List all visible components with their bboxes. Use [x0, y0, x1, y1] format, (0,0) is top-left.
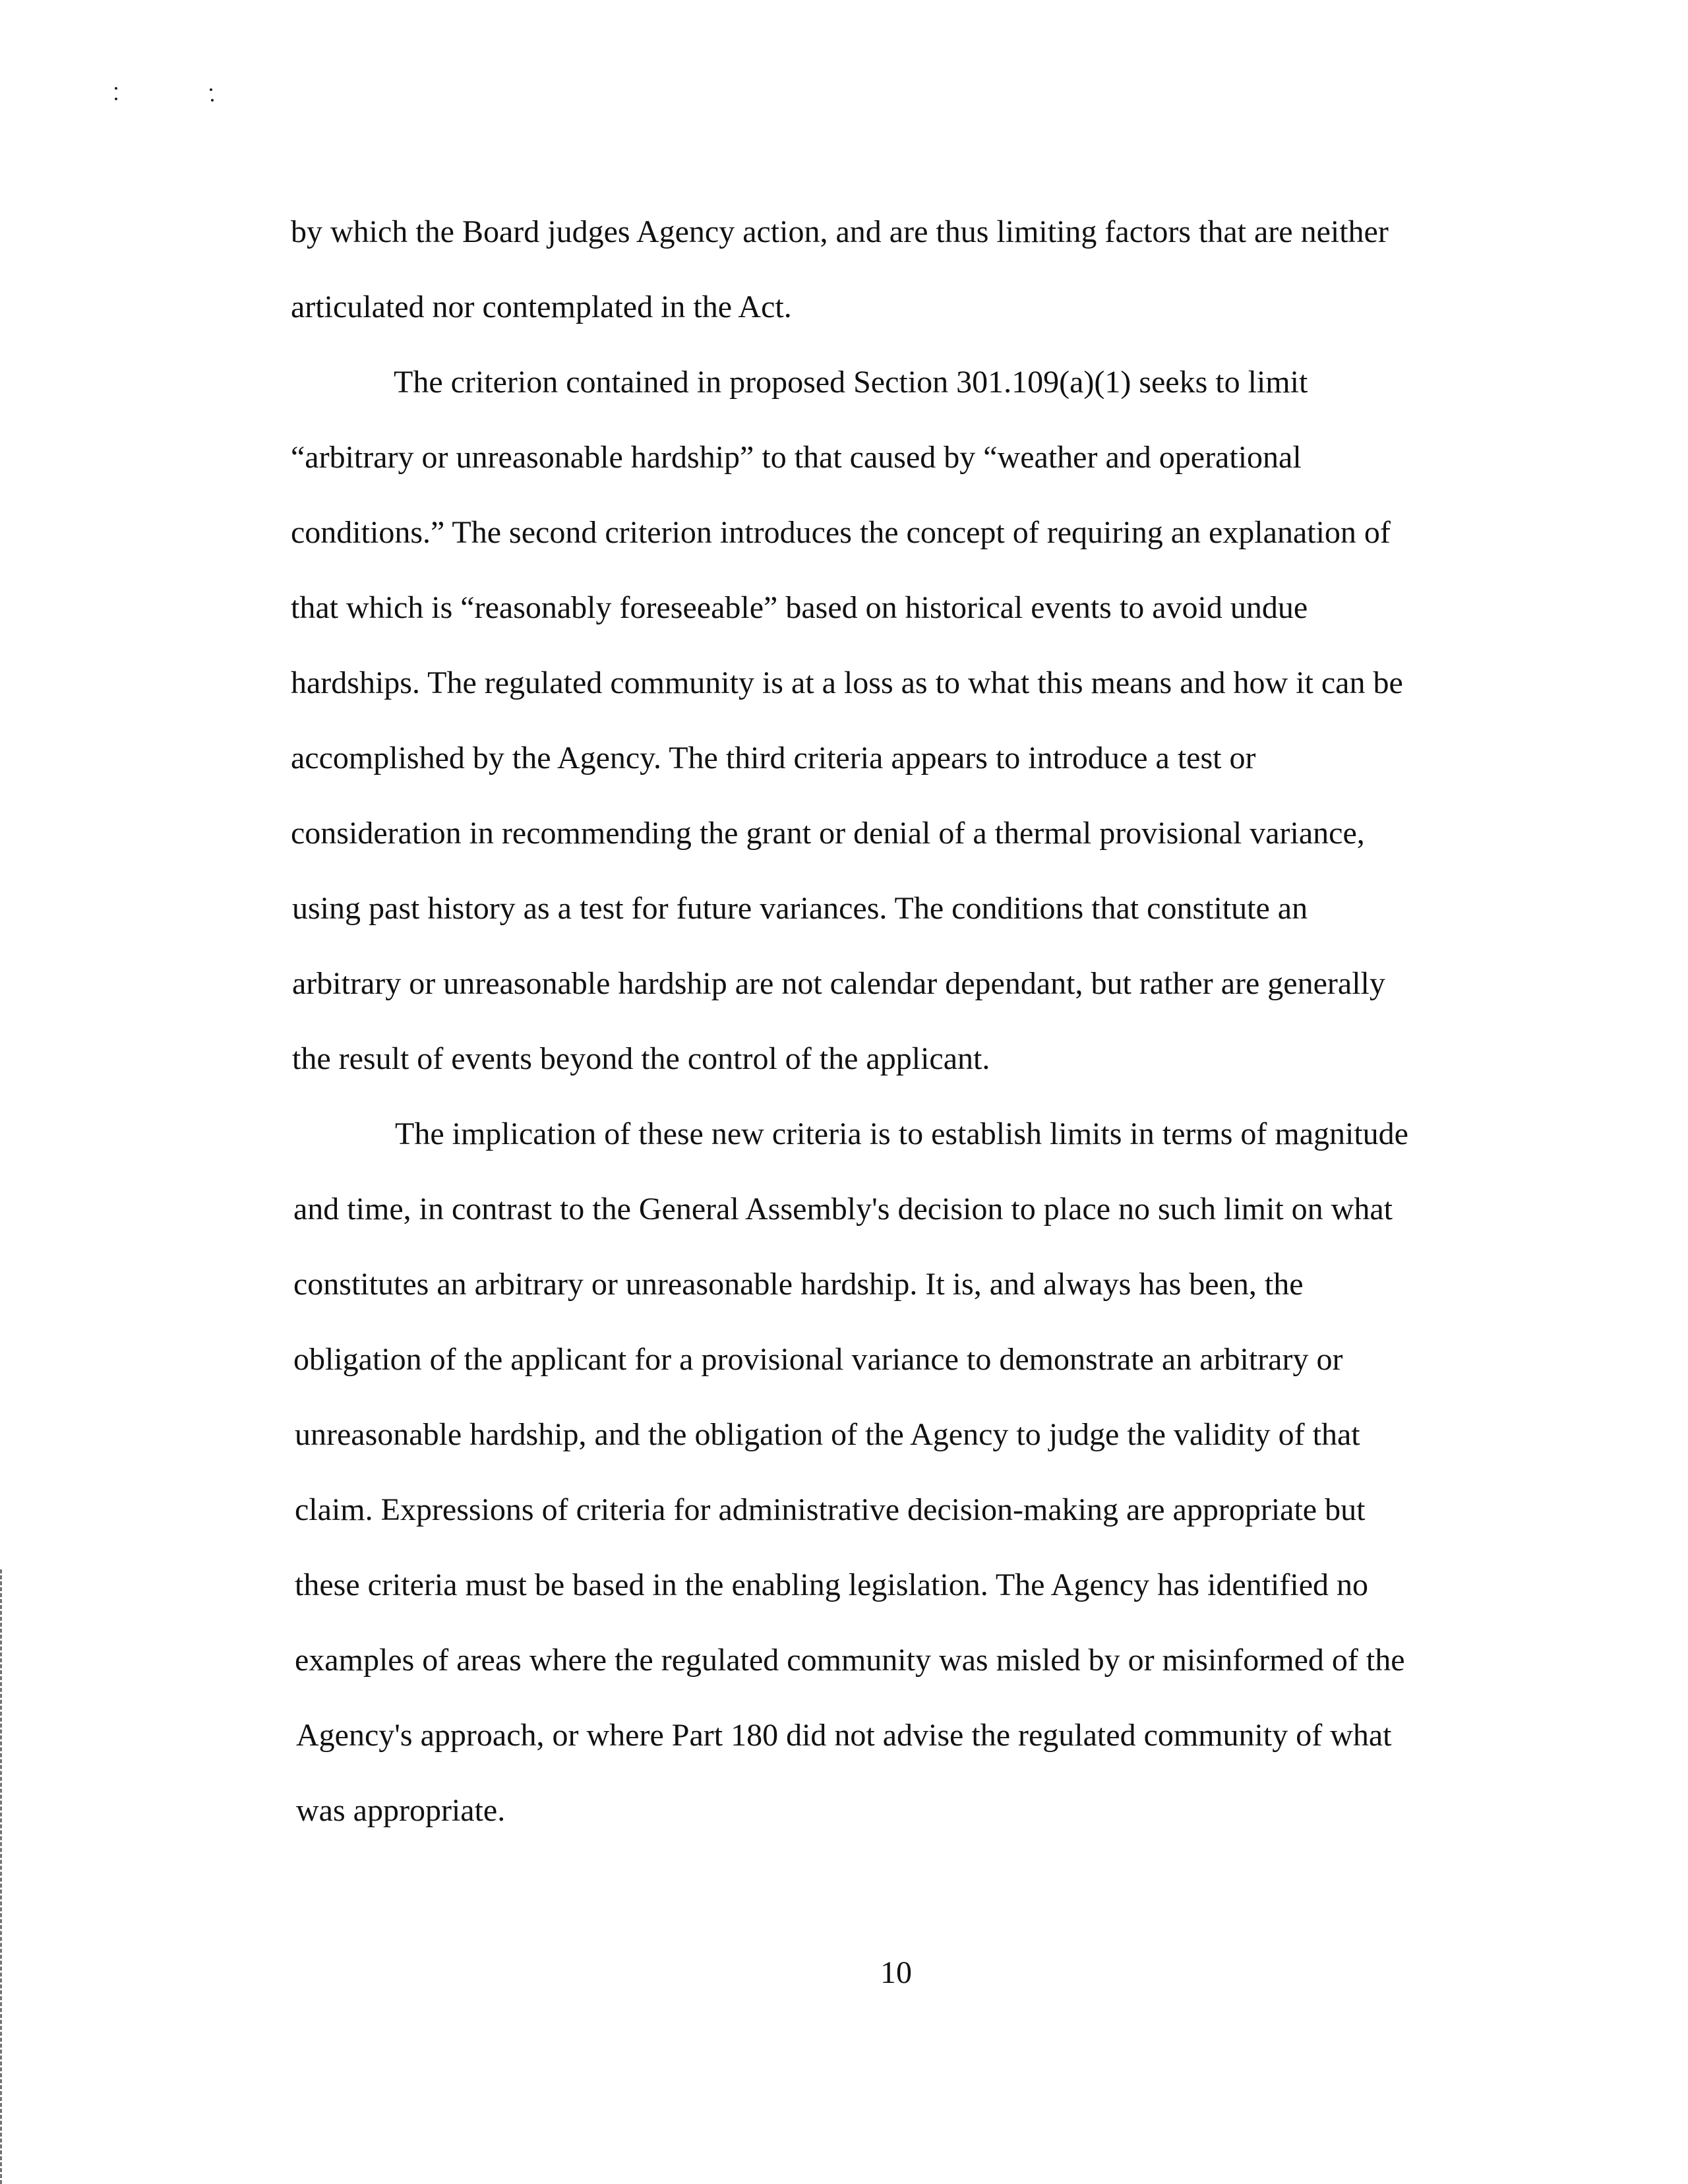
scan-dot — [211, 99, 214, 102]
paragraph-line: claim. Expressions of criteria for administrative decision-making are appropriate but — [295, 1492, 1366, 1527]
paragraph-line: hardships. The regulated community is at a loss as to what this means and how it can be — [291, 665, 1403, 700]
scan-edge-artifact — [0, 1569, 6, 2184]
paragraph-line: “arbitrary or unreasonable hardship” to that caused by “weather and operational — [291, 440, 1302, 475]
scan-dot — [210, 88, 212, 91]
paragraph-line: obligation of the applicant for a provisional variance to demonstrate an arbitrary or — [293, 1342, 1343, 1377]
scan-artifact-marks — [112, 84, 224, 111]
paragraph-line: accomplished by the Agency. The third criteria appears to introduce a test or — [291, 741, 1256, 775]
paragraph-line: using past history as a test for future variances. The conditions that constitute an — [292, 891, 1308, 926]
paragraph-line: and time, in contrast to the General Assembly's decision to place no such limit on what — [293, 1192, 1393, 1227]
paragraph-line: The criterion contained in proposed Section 301.109(a)(1) seeks to limit — [394, 365, 1308, 400]
paragraph-line: consideration in recommending the grant or denial of a thermal provisional variance, — [291, 816, 1365, 851]
page-number: 10 — [880, 1955, 912, 1990]
paragraph-line: examples of areas where the regulated community was misled by or misinformed of the — [295, 1643, 1405, 1678]
paragraph-line: articulated nor contemplated in the Act. — [291, 289, 792, 324]
paragraph-line: The implication of these new criteria is to establish limits in terms of magnitude — [395, 1116, 1408, 1151]
paragraph-line: Agency's approach, or where Part 180 did not advise the regulated community of what — [296, 1718, 1392, 1753]
paragraph-line: the result of events beyond the control of the applicant. — [292, 1041, 990, 1076]
paragraph-line: that which is “reasonably foreseeable” based on historical events to avoid undue — [291, 590, 1308, 625]
paragraph-line: these criteria must be based in the enabling legislation. The Agency has identified no — [295, 1567, 1368, 1602]
scan-dot — [115, 98, 117, 100]
paragraph-line: was appropriate. — [296, 1793, 506, 1828]
paragraph-line: conditions.” The second criterion introduces the concept of requiring an explanation of — [291, 515, 1391, 550]
scan-dot — [115, 87, 117, 90]
paragraph-line: constitutes an arbitrary or unreasonable hardship. It is, and always has been, the — [293, 1267, 1304, 1302]
paragraph-line: by which the Board judges Agency action, and are thus limiting factors that are neither — [291, 214, 1389, 249]
paragraph-line: arbitrary or unreasonable hardship are not calendar dependant, but rather are generally — [292, 966, 1385, 1001]
paragraph-line: unreasonable hardship, and the obligation of the Agency to judge the validity of that — [295, 1417, 1360, 1452]
